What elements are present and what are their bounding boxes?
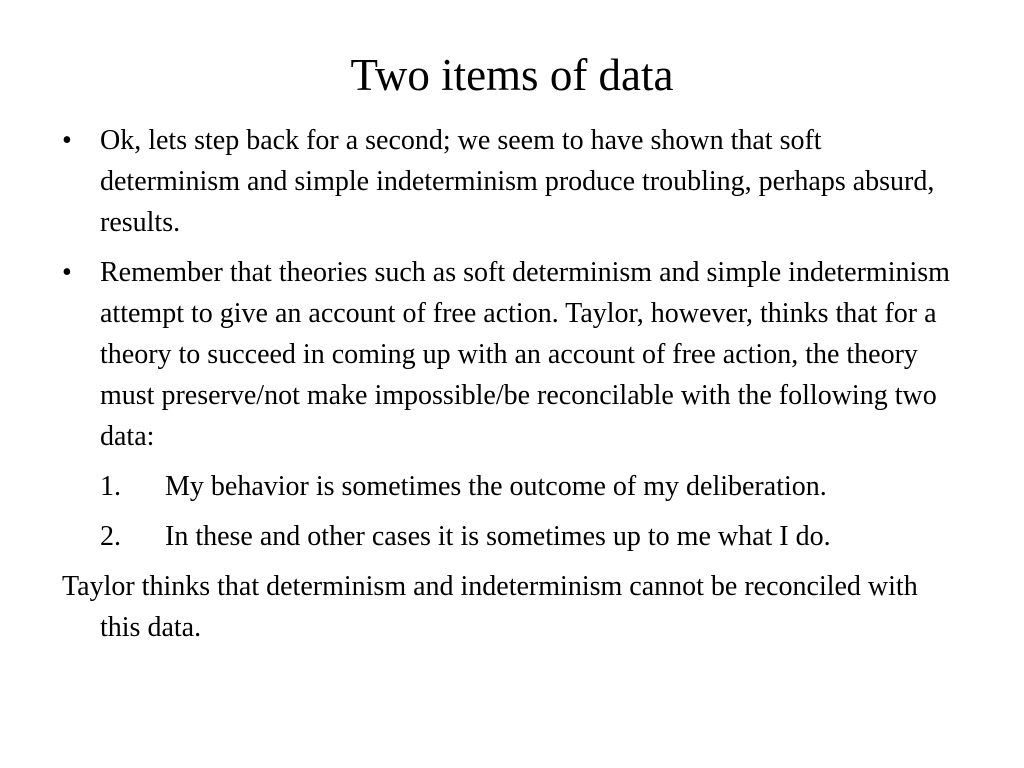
item-number: 1. [100,471,121,502]
slide-body [62,120,962,648]
bullet-item [62,120,962,243]
item-number: 2. [100,521,121,552]
bullet-item [62,252,962,457]
bullet-text: Remember that theories such as soft determinism and simple indeterminism attempt to give an account of free action. Taylor, however, thinks that for a theory to succeed in coming up with an account of free action, the theory must preserve/not make impossible/be reconcilable with the following two data: [100,257,950,452]
numbered-item [62,466,962,507]
slide-title: Two items of data [350,50,674,100]
item-text: In these and other cases it is sometimes up to me what I do. [165,521,831,552]
bullet-marker: • [62,257,72,288]
bullet-text: Ok, lets step back for a second; we seem to have shown that soft determinism and simple indeterminism produce troubling, perhaps absurd, results. [100,125,935,238]
conclusion-text: Taylor thinks that determinism and indeterminism cannot be reconciled with this data. [62,571,918,643]
bullet-marker: • [62,125,72,156]
item-text: My behavior is sometimes the outcome of my deliberation. [165,471,827,502]
numbered-item [62,516,962,557]
